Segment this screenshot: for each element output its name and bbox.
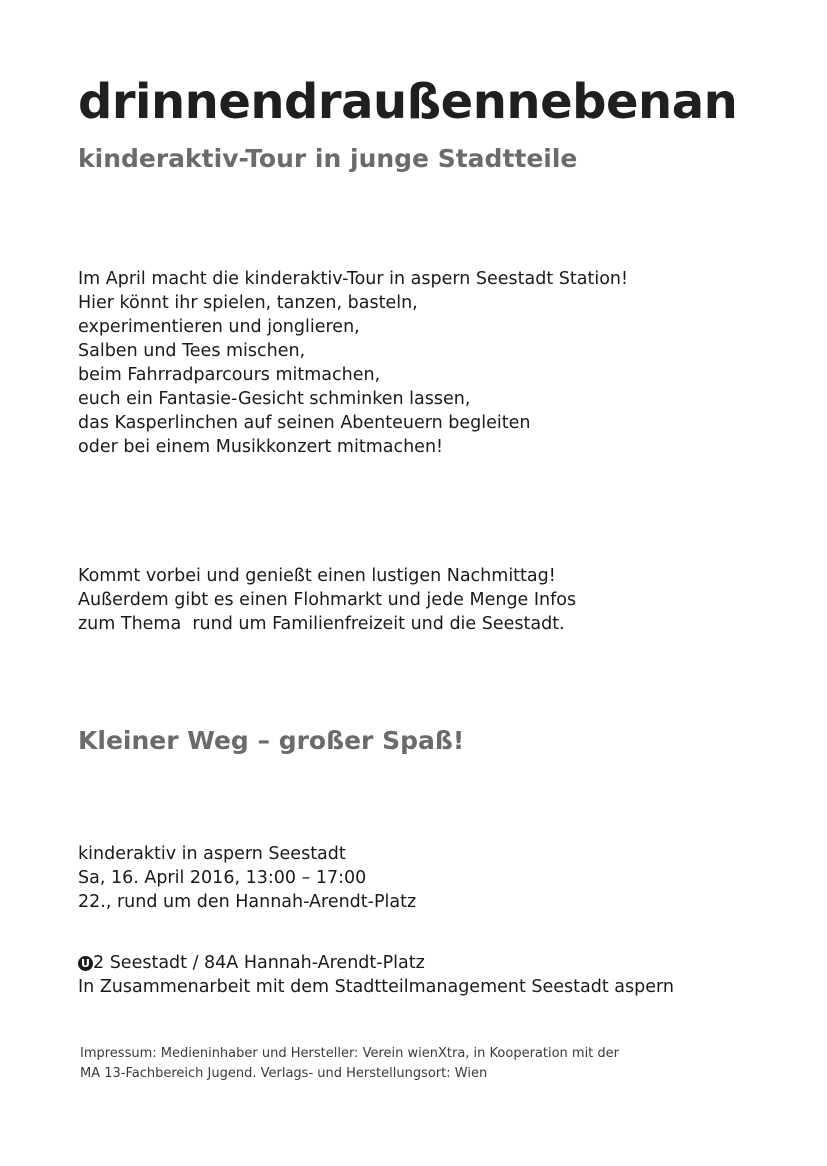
visit-line: zum Thema rund um Familienfreizeit und die Seestadt. [78, 614, 565, 634]
intro-line: Im April macht die kinderaktiv-Tour in aspern Seestadt Station! [78, 269, 629, 289]
imprint-line: MA 13-Fachbereich Jugend. Verlags- und Herstellungsort: Wien [80, 1066, 488, 1081]
intro-line: euch ein Fantasie-Gesicht schminken lassen, [78, 389, 471, 409]
visit-paragraph [78, 564, 576, 636]
intro-paragraph [78, 267, 628, 459]
page-subtitle: kinderaktiv-Tour in junge Stadtteile [78, 144, 578, 173]
page-title: drinnendraußennebenan [78, 74, 738, 130]
event-details [78, 842, 416, 914]
transport-line [78, 951, 674, 975]
transport-info [78, 951, 674, 999]
visit-line: Außerdem gibt es einen Flohmarkt und jede Menge Infos [78, 590, 577, 610]
ubahn-icon: U [78, 956, 93, 971]
visit-line: Kommt vorbei und genießt einen lustigen Nachmittag! [78, 566, 556, 586]
intro-line: experimentieren und jonglieren, [78, 317, 360, 337]
intro-line: oder bei einem Musikkonzert mitmachen! [78, 437, 444, 457]
cooperation-line: In Zusammenarbeit mit dem Stadtteilmanagement Seestadt aspern [78, 977, 674, 997]
imprint [80, 1044, 619, 1084]
intro-line: beim Fahrradparcours mitmachen, [78, 365, 381, 385]
slogan-heading: Kleiner Weg – großer Spaß! [78, 726, 465, 755]
imprint-line: Impressum: Medieninhaber und Hersteller: Verein wienXtra, in Kooperation mit der [80, 1046, 620, 1061]
intro-line: das Kasperlinchen auf seinen Abenteuern begleiten [78, 413, 531, 433]
event-name: kinderaktiv in aspern Seestadt [78, 844, 346, 864]
event-location: 22., rund um den Hannah-Arendt-Platz [78, 892, 417, 912]
intro-line: Hier könnt ihr spielen, tanzen, basteln, [78, 293, 418, 313]
intro-line: Salben und Tees mischen, [78, 341, 306, 361]
transport-text: 2 Seestadt / 84A Hannah-Arendt-Platz [93, 953, 425, 973]
event-datetime: Sa, 16. April 2016, 13:00 – 17:00 [78, 868, 367, 888]
